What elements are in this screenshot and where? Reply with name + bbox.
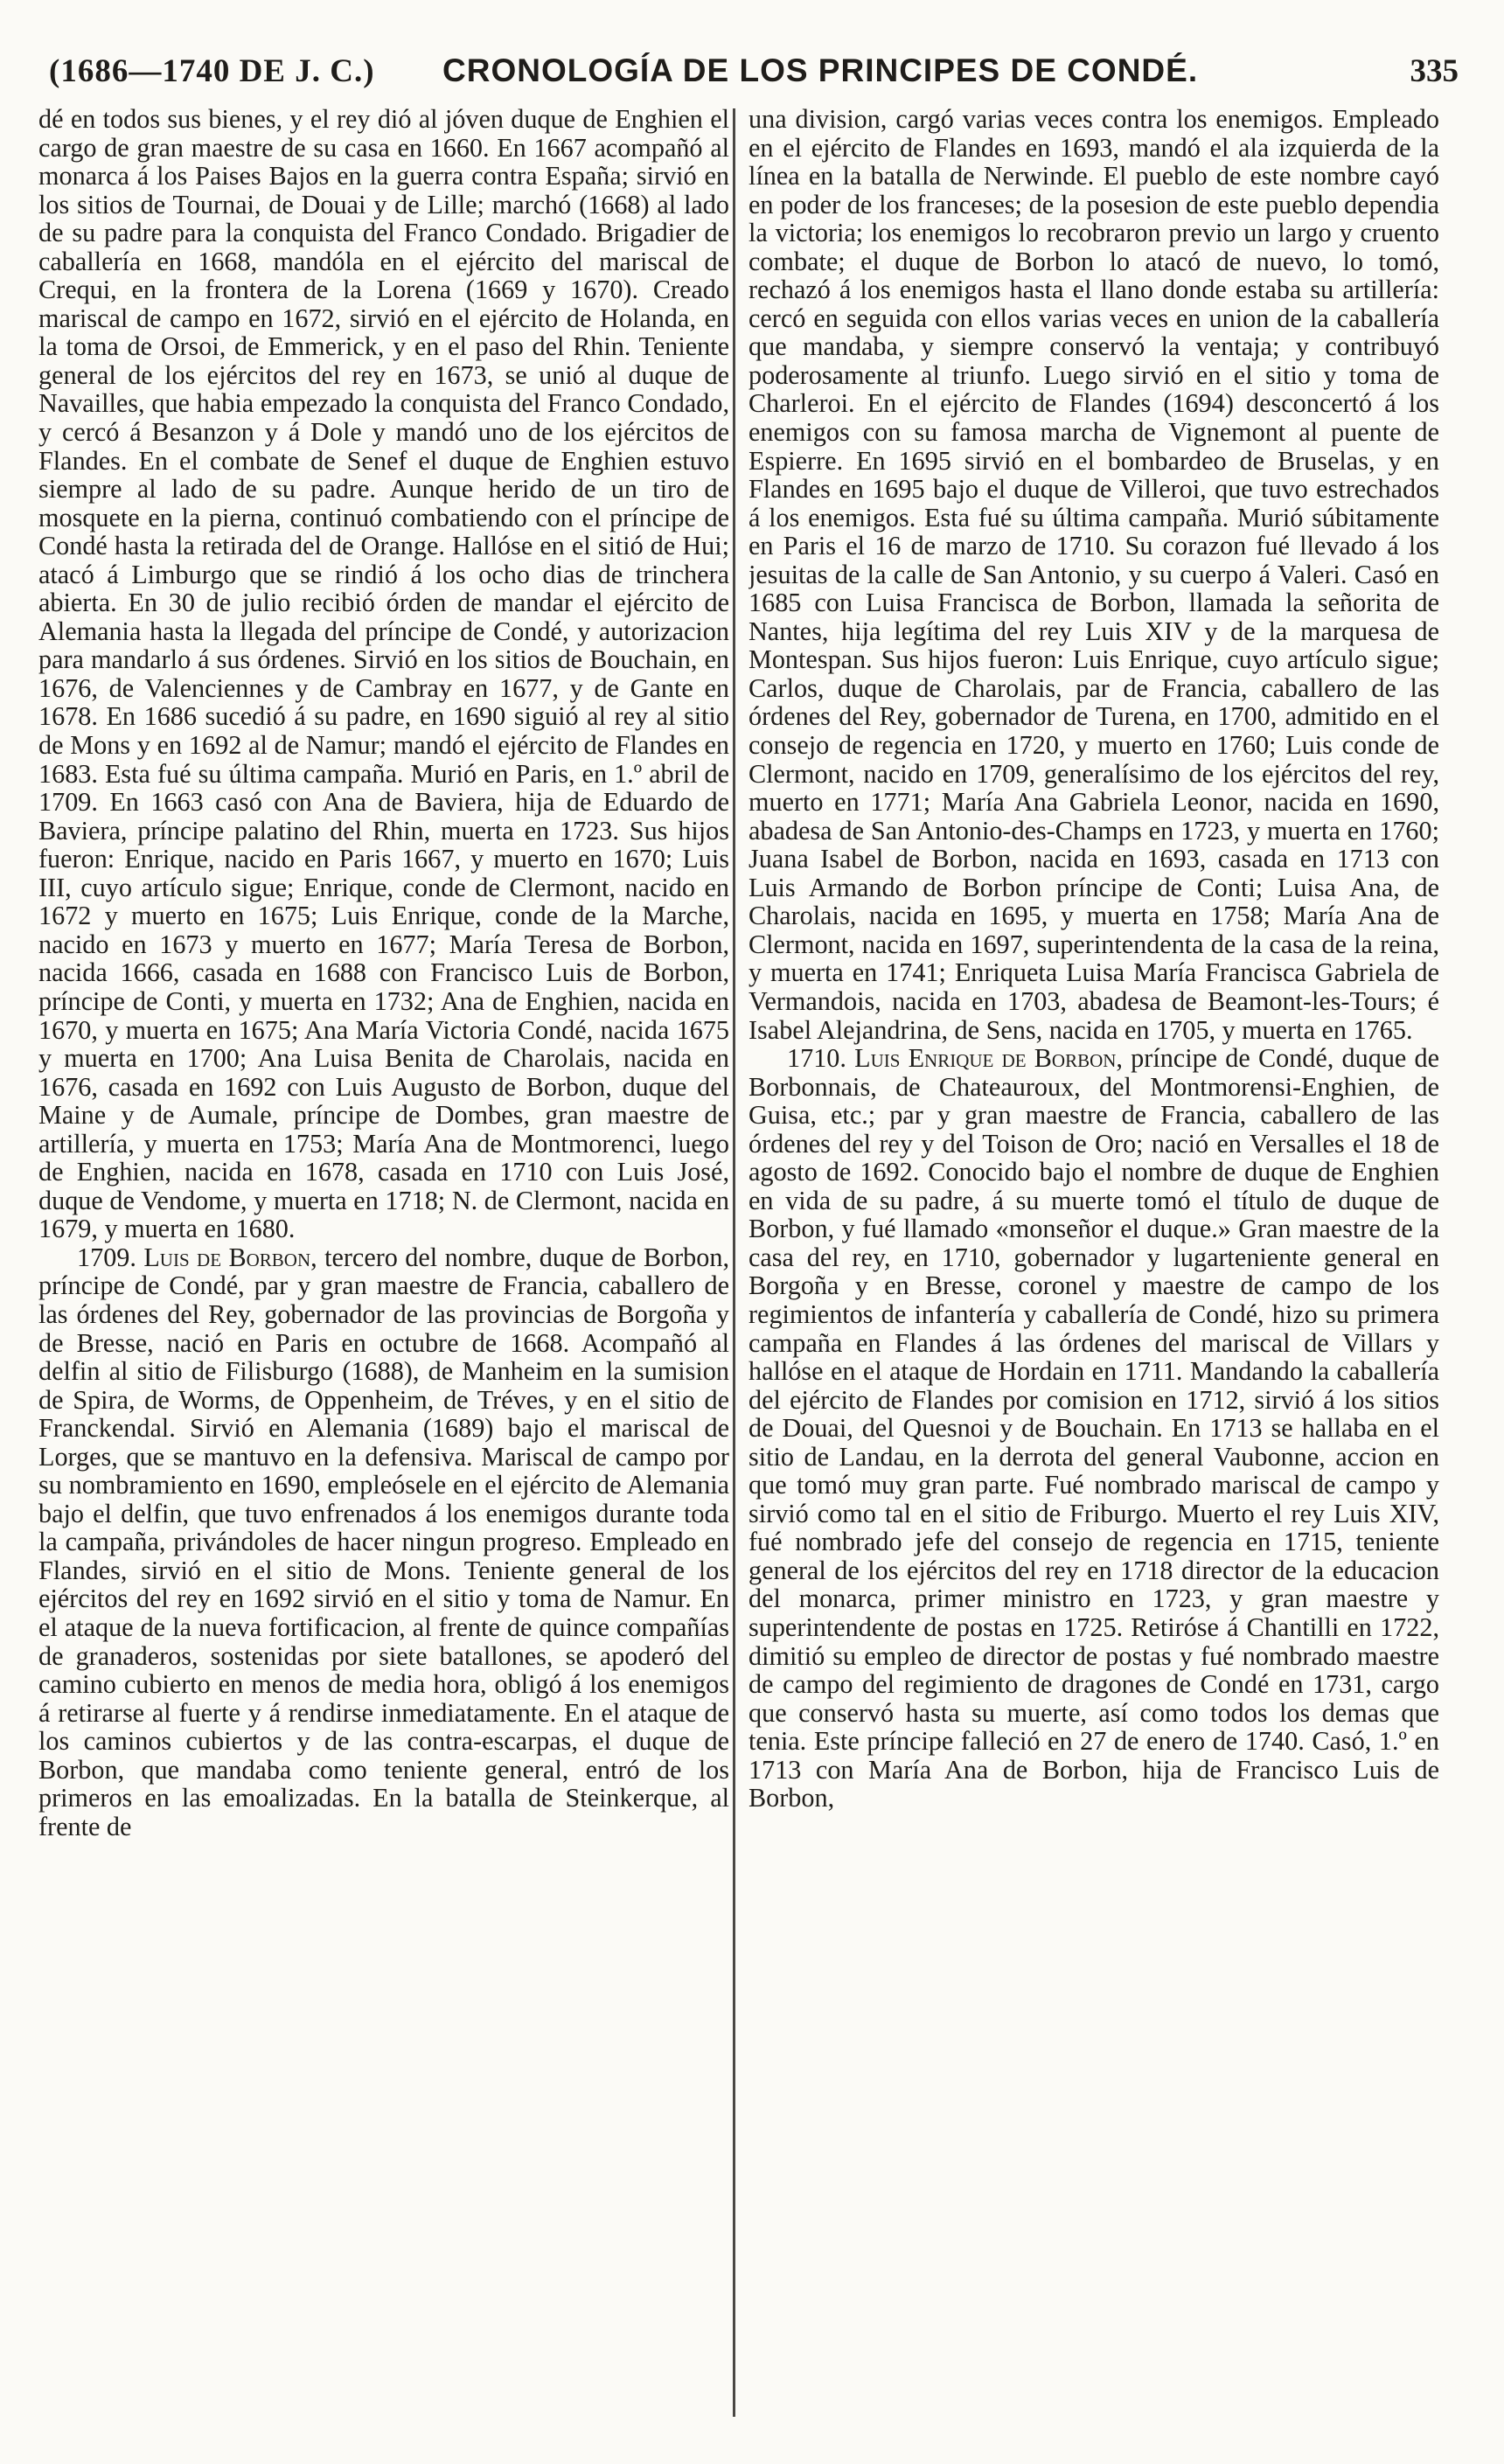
entry-continuation-paragraph: una division, cargó varias veces contra los enemigos. Empleado en el ejército de Flandes en 1693, mandó el ala izquierda de la línea en la batalla de Nerwinde. El pueblo de este nombre cayó en poder de los franceses; de la posesion de este pueblo dependia la victoria; los enemigos lo recobraron previo un largo y cruento combate; el duque de Borbon lo atacó de nuevo, lo tomó, rechazó á los enemigos hasta el llano donde estaba su artillería: cercó en seguida con ellos varias veces en union de la caballería que mandaba, y siempre conservó la ventaja; y contribuyó poderosamente al triunfo. Luego sirvió en el sitio y toma de Charleroi. En el ejército de Flandes (1694) desconcertó á los enemigos con su famosa marcha de Vignemont al puente de Espierre. En 1695 sirvió en el bombardeo de Bruselas, y en Flandes en 1695 bajo el duque de Villeroi, que tuvo estrechados á los enemigos. Esta fué su última campaña. Murió súbitamente en Paris el 16 de marzo de 1710. Su corazon fué llevado á los jesuitas de la calle de San Antonio, y su cuerpo á Valeri. Casó en 1685 con Luisa Francisca de Borbon, llamada la señorita de Nantes, hija legítima del rey Luis XIV y de la marquesa de Montespan. Sus hijos fueron: Luis Enrique, cuyo artículo sigue; Carlos, duque de Charolais, par de Francia, caballero de las órdenes del Rey, gobernador de Turena, en 1700, admitido en el consejo de regencia en 1720, y muerto en 1760; Luis conde de Clermont, nacido en 1709, generalísimo de los ejércitos del rey, muerto en 1771; María Ana Gabriela Leonor, nacida en 1690, abadesa de San Antonio-des-Champs en 1723, y muerta en 1760; Juana Isabel de Borbon, nacida en 1693, casada en 1713 con Luis Armando de Borbon príncipe de Conti; Luisa Ana, de Charolais, nacida en 1695, y muerta en 1758; María Ana de Clermont, nacida en 1697, superintendenta de la casa de la reina, y muerta en 1741; Enriqueta Luisa María Francisca Gabriela de Vermandois, nacida en 1703, abadesa de Beamont-les-Tours; é Isabel Alejandrina, de Sens, nacida en 1705, y muerta en 1765. [749, 105, 1439, 1045]
header-date-range: (1686—1740 DE J. C.) [49, 53, 375, 89]
entry-name: Luis de Borbon [143, 1242, 311, 1272]
entry-name: Luis Enrique de Borbon [854, 1043, 1117, 1074]
entry-luis-enrique-de-borbon [749, 1044, 1439, 1813]
header-title: CRONOLOGÍA DE LOS PRINCIPES DE CONDÉ. [442, 52, 1199, 88]
entry-year: 1709. [77, 1242, 136, 1272]
page-number: 335 [1410, 53, 1459, 89]
entry-continuation-paragraph: dé en todos sus bienes, y el rey dió al jóven duque de Enghien el cargo de gran maestre de su casa en 1660. En 1667 acompañó al monarca á los Paises Bajos en la guerra contra España; sirvió en los sitios de Tournai, de Douai y de Lille; marchó (1668) al lado de su padre para la conquista del Franco Condado. Brigadier de caballería en 1668, mandóla en el ejército del mariscal de Crequi, en la frontera de la Lorena (1669 y 1670). Creado mariscal de campo en 1672, sirvió en el ejército de Holanda, en la toma de Orsoi, de Emmerick, y en el paso del Rhin. Teniente general de los ejércitos del rey en 1673, se unió al duque de Navailles, que habia empezado la conquista del Franco Condado, y cercó á Besanzon y á Dole y mandó uno de los ejércitos de Flandes. En el combate de Senef el duque de Enghien estuvo siempre al lado de su padre. Aunque herido de un tiro de mosquete en la pierna, continuó combatiendo con el príncipe de Condé hasta la retirada del de Orange. Hallóse en el sitió de Hui; atacó á Limburgo que se rindió á los ocho dias de trinchera abierta. En 30 de julio recibió órden de mandar el ejército de Alemania hasta la llegada del príncipe de Condé, y autorizacion para mandarlo á sus órdenes. Sirvió en los sitios de Bouchain, en 1676, de Valenciennes y de Cambray en 1677, y de Gante en 1678. En 1686 sucedió á su padre, en 1690 siguió al rey al sitio de Mons y en 1692 al de Namur; mandó el ejército de Flandes en 1683. Esta fué su última campaña. Murió en Paris, en 1.º abril de 1709. En 1663 casó con Ana de Baviera, hija de Eduardo de Baviera, príncipe palatino del Rhin, muerta en 1723. Sus hijos fueron: Enrique, nacido en Paris 1667, y muerto en 1670; Luis III, cuyo artículo sigue; Enrique, conde de Clermont, nacido en 1672 y muerto en 1675; Luis Enrique, conde de la Marche, nacido en 1673 y muerto en 1677; María Teresa de Borbon, nacida 1666, casada en 1688 con Francisco Luis de Borbon, príncipe de Conti, y muerta en 1732; Ana de Enghien, nacida en 1670, y muerta en 1675; Ana María Victoria Condé, nacida 1675 y muerta en 1700; Ana Luisa Benita de Charolais, nacida en 1676, casada en 1692 con Luis Augusto de Borbon, duque del Maine y de Aumale, príncipe de Dombes, gran maestre de artillería, y muerta en 1753; María Ana de Montmorenci, luego de Enghien, nacida en 1678, casada en 1710 con Luis José, duque de Vendome, y muerta en 1718; N. de Clermont, nacida en 1679, y muerta en 1680. [38, 105, 729, 1244]
left-column [38, 105, 729, 2422]
entry-luis-de-borbon [38, 1243, 729, 1841]
right-column [749, 105, 1439, 2422]
entry-body: , príncipe de Condé, duque de Borbonnais, de Chateauroux, del Montmorensi-Enghien, de Guisa, etc.; par y gran maestre de Francia, caballero de las órdenes del rey y del Toison de Oro; nació en Versalles el 18 de agosto de 1692. Conocido bajo el nombre de duque de Enghien en vida de su padre, á su muerte tomó el título de duque de Borbon, y fué llamado «monseñor el duque.» Gran maestre de la casa del rey, en 1710, gobernador y lugarteniente general en Borgoña y en Bresse, coronel y maestre de campo de los regimientos de infantería y caballería de Condé, hizo su primera campaña en Flandes á las órdenes del mariscal de Villars y hallóse en el ataque de Hordain en 1711. Mandando la caballería del ejército de Flandes por comision en 1712, sirvió á los sitios de Douai, del Quesnoi y de Bouchain. En 1713 se hallaba en el sitio de Landau, en la derrota del general Vaubonne, accion en que tomó muy gran parte. Fué nombrado mariscal de campo y sirvió como tal en el sitio de Friburgo. Muerto el rey Luis XIV, fué nombrado jefe del consejo de regencia en 1715, teniente general de los ejércitos del rey en 1718 director de la educacion del monarca, primer ministro en 1723, y gran maestre y superintendente de postas en 1725. Retiróse á Chantilli en 1722, dimitió su empleo de director de postas y fué nombrado maestre de campo del regimiento de dragones de Condé en 1731, cargo que conservó hasta su muerte, así como todos los demas que tenia. Este príncipe falleció en 27 de enero de 1740. Casó, 1.º en 1713 con María Ana de Borbon, hija de Francisco Luis de Borbon, [749, 1043, 1439, 1813]
column-divider [733, 108, 735, 2417]
running-header [49, 45, 1459, 98]
entry-body: , tercero del nombre, duque de Borbon, príncipe de Condé, par y gran maestre de Francia, caballero de las órdenes del Rey, gobernador de las provincias de Borgoña y de Bresse, nació en Paris en octubre de 1668. Acompañó al delfin al sitio de Filisburgo (1688), de Manheim en la sumision de Spira, de Worms, de Oppenheim, de Tréves, y en el sitio de Franckendal. Sirvió en Alemania (1689) bajo el mariscal de Lorges, que se mantuvo en la defensiva. Mariscal de campo por su nombramiento en 1690, empleósele en el ejército de Alemania bajo el delfin, que tuvo enfrenados á los enemigos durante toda la campaña, privándoles de hacer ningun progreso. Empleado en Flandes, sirvió en el sitio de Mons. Teniente general de los ejércitos del rey en 1692 sirvió en el sitio y toma de Namur. En el ataque de la nueva fortificacion, al frente de quince compañías de granaderos, sostenidas por siete batallones, se apoderó del camino cubierto en menos de media hora, obligó á los enemigos á retirarse al fuerte y á rendirse inmediatamente. En el ataque de los caminos cubiertos y de las contra-escarpas, el duque de Borbon, que mandaba como teniente general, entró de los primeros en las emoalizadas. En la batalla de Steinkerque, al frente de [38, 1242, 729, 1841]
entry-year: 1710. [787, 1043, 846, 1074]
